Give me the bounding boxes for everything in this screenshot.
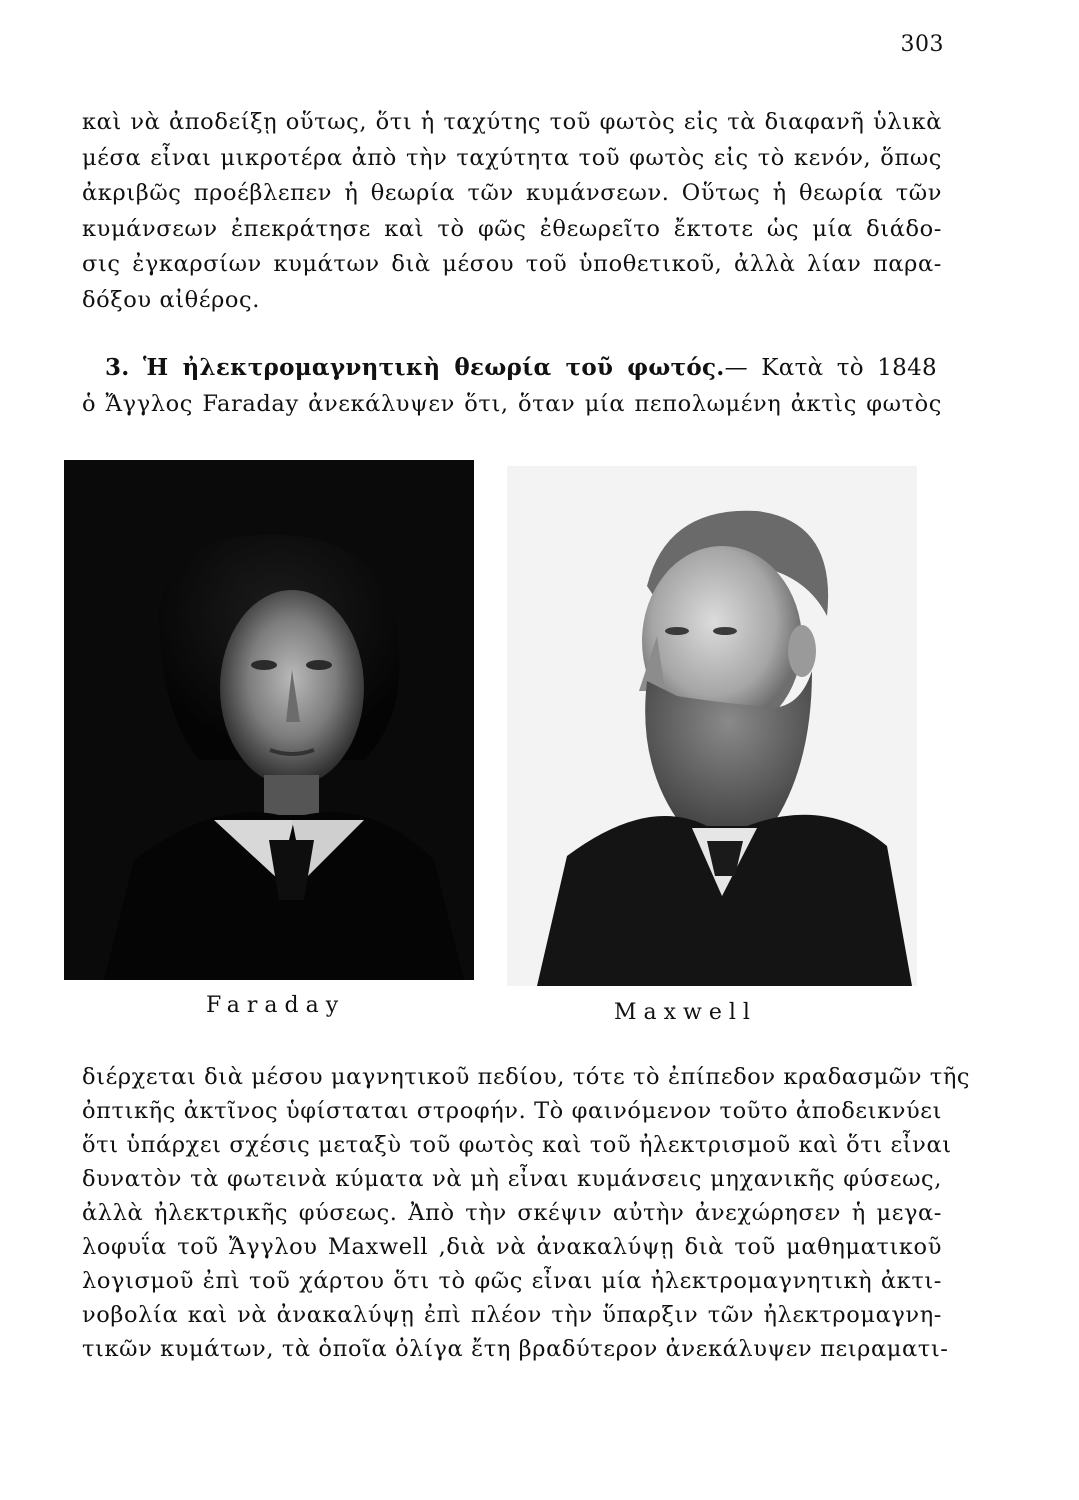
faraday-portrait: [64, 460, 474, 980]
text-line: λοφυΐα τοῦ Ἄγγλου Maxwell ,διὰ νὰ ἀνακαλύψῃ διὰ τοῦ μαθηματικοῦ: [82, 1234, 942, 1260]
section-lead-in: — Κατὰ τὸ 1848: [724, 355, 937, 381]
page-number: 303: [900, 32, 944, 57]
text-line: μέσα εἶναι μικροτέρα ἀπὸ τὴν ταχύτητα τοῦ φωτὸς εἰς τὸ κενόν, ὅπως: [82, 144, 942, 171]
text-line: ἀλλὰ ἠλεκτρικῆς φύσεως. Ἀπὸ τὴν σκέψιν αὐτὴν ἀνεχώρησεν ἡ μεγα-: [82, 1200, 942, 1226]
bottom-paragraph: [82, 1060, 971, 1366]
section-title: Ἡ ἠλεκτρομαγνητικὴ θεωρία τοῦ φωτός.: [142, 354, 725, 381]
section-second-line: ὁ Ἄγγλος Faraday ἀνεκάλυψεν ὅτι, ὅταν μία πεπολωμένη ἀκτὶς φωτὸς: [82, 391, 942, 417]
text-line: νοβολία καὶ νὰ ἀνακαλύψῃ ἐπὶ πλέον τὴν ὕπαρξιν τῶν ἠλεκτρομαγνη-: [82, 1302, 942, 1328]
maxwell-portrait: [507, 466, 917, 986]
text-line: διέρχεται διὰ μέσου μαγνητικοῦ πεδίου, τότε τὸ ἐπίπεδον κραδασμῶν τῆς: [82, 1064, 971, 1090]
text-line: ὀπτικῆς ἀκτῖνος ὑφίσταται στροφήν. Τὸ φαινόμενον τοῦτο ἀποδεικνύει: [82, 1098, 942, 1124]
text-line: ὅτι ὑπάρχει σχέσις μεταξὺ τοῦ φωτὸς καὶ τοῦ ἠλεκτρισμοῦ καὶ ὅτι εἶναι: [82, 1132, 952, 1158]
section-number: 3.: [105, 354, 130, 381]
text-line: δυνατὸν τὰ φωτεινὰ κύματα νὰ μὴ εἶναι κυμάνσεις μηχανικῆς φύσεως,: [82, 1166, 942, 1192]
maxwell-caption: Maxwell: [614, 1000, 757, 1025]
top-paragraph: [82, 105, 942, 318]
text-line: ἀκριβῶς προέβλεπεν ἡ θεωρία τῶν κυμάνσεων. Οὕτως ἡ θεωρία τῶν: [82, 180, 942, 206]
text-line: τικῶν κυμάτων, τὰ ὁποῖα ὀλίγα ἔτη βραδύτερον ἀνεκάλυψεν πειραματι-: [82, 1336, 949, 1362]
text-line: κυμάνσεων ἐπεκράτησε καὶ τὸ φῶς ἐθεωρεῖτο ἔκτοτε ὡς μία διάδο-: [82, 215, 942, 242]
faraday-caption: Faraday: [206, 993, 346, 1018]
section-heading: [105, 350, 937, 386]
text-line: λογισμοῦ ἐπὶ τοῦ χάρτου ὅτι τὸ φῶς εἶναι μία ἠλεκτρομαγνητικὴ ἀκτι-: [82, 1268, 942, 1294]
text-line: σις ἐγκαρσίων κυμάτων διὰ μέσου τοῦ ὑποθετικοῦ, ἀλλὰ λίαν παρα-: [82, 251, 942, 277]
text-line: καὶ νὰ ἀποδείξῃ οὕτως, ὅτι ἡ ταχύτης τοῦ φωτὸς εἰς τὰ διαφανῆ ὑλικὰ: [82, 109, 942, 135]
text-line: δόξου αἰθέρος.: [82, 286, 261, 313]
